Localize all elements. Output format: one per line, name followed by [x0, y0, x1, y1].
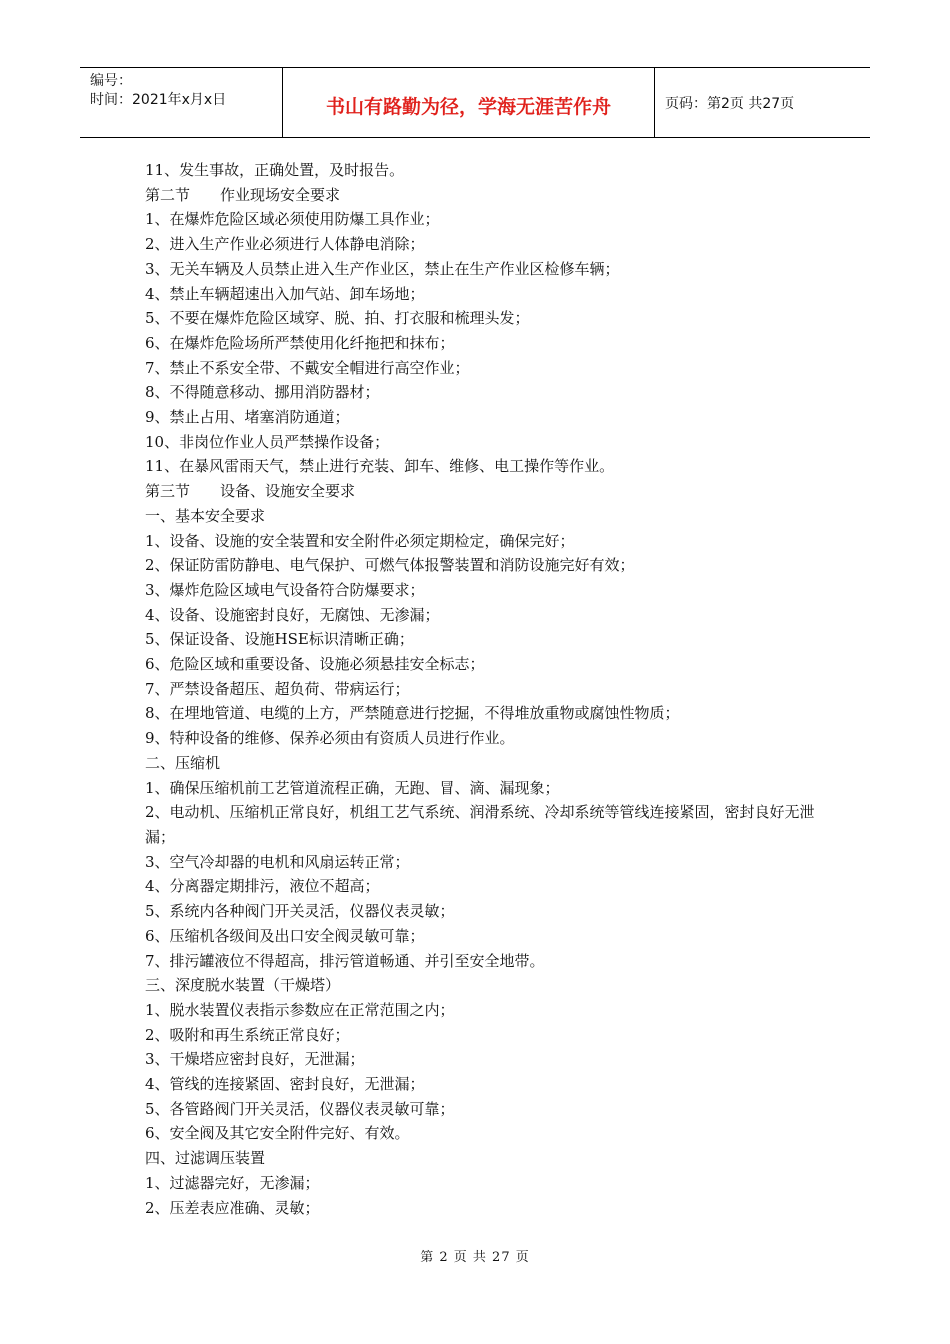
body-line: 8、在埋地管道、电缆的上方，严禁随意进行挖掘，不得堆放重物或腐蚀性物质；: [145, 704, 680, 723]
subsection-heading: 四、过滤调压装置: [145, 1149, 266, 1168]
document-number-label: 编号：: [90, 73, 132, 89]
subsection-heading: 二、压缩机: [145, 753, 221, 772]
section-heading: 第三节 设备、设施安全要求: [145, 482, 356, 501]
section-heading: 第二节 作业现场安全要求: [145, 185, 341, 204]
body-line: 2、进入生产作业必须进行人体静电消除；: [145, 235, 425, 254]
body-line: 2、电动机、压缩机正常良好，机组工艺气系统、润滑系统、冷却系统等管线连接紧固，密封良好无泄漏；: [145, 803, 815, 846]
subsection-heading: 一、基本安全要求: [145, 506, 266, 525]
body-line: 9、禁止占用、堵塞消防通道；: [145, 408, 350, 427]
document-date: 时间：2021年x月x日: [90, 92, 227, 108]
body-line: 9、特种设备的维修、保养必须由有资质人员进行作业。: [145, 729, 515, 748]
body-line: 4、禁止车辆超速出入加气站、卸车场地；: [145, 284, 425, 303]
body-line: 5、不要在爆炸危险区域穿、脱、拍、打衣服和梳理头发；: [145, 309, 530, 328]
header-meta: [80, 68, 283, 137]
body-line: 6、压缩机各级间及出口安全阀灵敏可靠；: [145, 926, 425, 945]
body-line: 4、管线的连接紧固、密封良好，无泄漏；: [145, 1075, 425, 1094]
body-line: 1、确保压缩机前工艺管道流程正确，无跑、冒、滴、漏现象；: [145, 778, 560, 797]
body-line: 5、各管路阀门开关灵活，仪器仪表灵敏可靠；: [145, 1099, 455, 1118]
body-line: 3、干燥塔应密封良好，无泄漏；: [145, 1050, 365, 1069]
body-line: 11、发生事故，正确处置，及时报告。: [145, 161, 405, 179]
body-line: 4、分离器定期排污，液位不超高；: [145, 877, 380, 896]
body-line: 5、保证设备、设施HSE标识清晰正确；: [145, 630, 414, 649]
header-page-info: 页码：第2页 共27页: [665, 95, 795, 112]
body-line: 1、设备、设施的安全装置和安全附件必须定期检定，确保完好；: [145, 531, 575, 550]
body-line: 2、吸附和再生系统正常良好；: [145, 1025, 350, 1044]
body-line: 7、排污罐液位不得超高，排污管道畅通、并引至安全地带。: [145, 951, 545, 970]
subsection-heading: 三、深度脱水装置（干燥塔）: [145, 976, 341, 995]
body-line: 6、安全阀及其它安全附件完好、有效。: [145, 1124, 410, 1143]
body-line: 4、设备、设施密封良好，无腐蚀、无渗漏；: [145, 605, 440, 624]
body-line: 5、系统内各种阀门开关灵活，仪器仪表灵敏；: [145, 902, 455, 921]
header-motto: 书山有路勤为径，学海无涯苦作舟: [283, 68, 655, 137]
body-line: 6、在爆炸危险场所严禁使用化纤拖把和抹布；: [145, 333, 455, 352]
body-line: 3、爆炸危险区域电气设备符合防爆要求；: [145, 580, 425, 599]
body-line: 2、保证防雷防静电、电气保护、可燃气体报警装置和消防设施完好有效；: [145, 556, 635, 575]
body-line: 3、空气冷却器的电机和风扇运转正常；: [145, 852, 410, 871]
body-line: 1、在爆炸危险区域必须使用防爆工具作业；: [145, 210, 440, 229]
body-line: 7、禁止不系安全带、不戴安全帽进行高空作业；: [145, 358, 470, 377]
body-line: 10、非岗位作业人员严禁操作设备；: [145, 432, 390, 451]
body-line: 7、严禁设备超压、超负荷、带病运行；: [145, 679, 410, 698]
page-header: [80, 67, 870, 138]
body-line: 1、脱水装置仪表指示参数应在正常范围之内；: [145, 1000, 455, 1019]
body-line: 11、在暴风雷雨天气，禁止进行充装、卸车、维修、电工操作等作业。: [145, 457, 615, 476]
body-line: 2、压差表应准确、灵敏；: [145, 1198, 320, 1217]
body-line: 6、危险区域和重要设备、设施必须悬挂安全标志；: [145, 655, 485, 674]
body-line: 3、无关车辆及人员禁止进入生产作业区，禁止在生产作业区检修车辆；: [145, 259, 620, 278]
body-line: 1、过滤器完好，无渗漏；: [145, 1173, 320, 1192]
page-footer: 第 2 页 共 27 页: [420, 1250, 530, 1265]
document-body: [145, 158, 825, 1220]
body-line: 8、不得随意移动、挪用消防器材；: [145, 383, 380, 402]
